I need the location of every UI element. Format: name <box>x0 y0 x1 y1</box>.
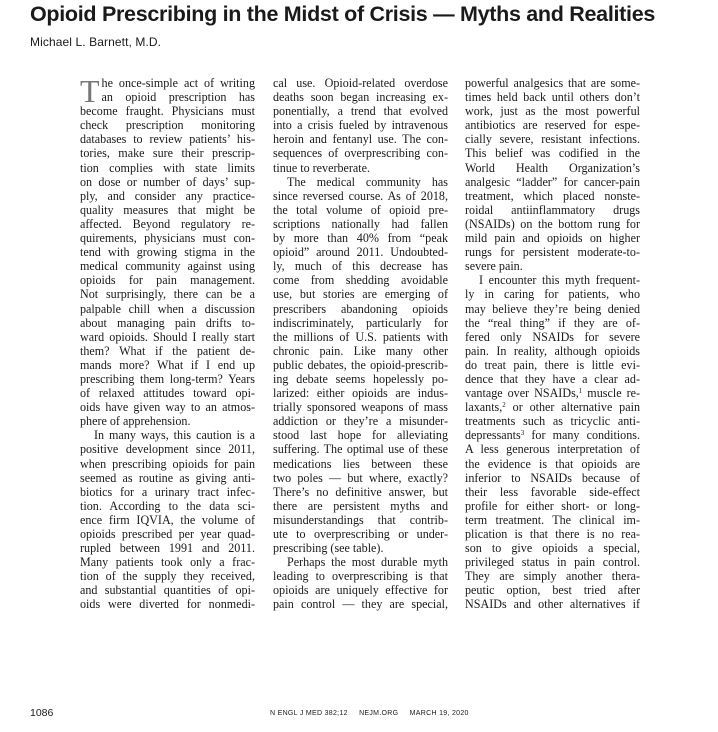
text-line: plication is that there is no rea- <box>465 527 640 541</box>
text-line: son to give opioids a special, <box>465 541 640 556</box>
text-line: quirements, physicians must con- <box>80 231 255 246</box>
text-line: phere of apprehension. <box>80 414 191 429</box>
author-byline: Michael L. Barnett, M.D. <box>30 35 162 49</box>
text-line: oids were diverted for nonmedi- <box>80 597 255 612</box>
text-line: World Health Organization’s <box>465 160 640 175</box>
text-fragment: or other alternative pain <box>505 400 640 415</box>
text-line: ply, and consider any practice- <box>80 188 255 203</box>
text-line: addiction or they’re a misunder- <box>273 414 448 429</box>
page-number: 1086 <box>30 707 54 719</box>
text-line: Perhaps the most durable myth <box>287 555 448 570</box>
text-line: the evidence is that opioids are <box>465 456 640 471</box>
text-line: NSAIDs and other alternatives if <box>465 597 640 612</box>
text-line: larized: either opioids are indus- <box>273 386 448 401</box>
text-line: by more than 40% from “peak <box>273 231 448 246</box>
journal-citation <box>270 710 478 717</box>
text-line: suffering. The optimal use of these <box>273 442 448 457</box>
text-line: fered only NSAIDs for severe <box>465 329 640 344</box>
text-line: opioid” around 2011. Undoubted- <box>273 245 448 260</box>
text-line: powerful analgesics that are some- <box>465 76 640 90</box>
article-title: Opioid Prescribing in the Midst of Crisis — Myths and Realities <box>30 2 656 26</box>
text-line: check prescription monitoring <box>80 118 255 133</box>
text-fragment: depressants <box>465 428 521 443</box>
text-line: their less favorable side-effect <box>465 484 640 499</box>
footnote-ref-3: 3 <box>520 429 525 438</box>
text-line: them? What if the patient de- <box>80 343 255 358</box>
text-line: do treat pain, there is little evi- <box>465 357 640 372</box>
text-line: misunderstandings that contrib- <box>273 512 448 527</box>
text-line: indiscriminately, particularly for <box>273 315 448 330</box>
text-line: on dose or number of days’ sup- <box>80 174 255 189</box>
text-line: pain. In reality, although opioids <box>465 343 640 358</box>
text-line: ing debate seems hopelessly po- <box>273 371 448 386</box>
text-line: peutic option, best tried after <box>465 583 640 598</box>
footnote-ref-2: 2 <box>502 401 506 410</box>
text-line: cal use. Opioid-related overdose <box>273 76 448 90</box>
text-line: privileged status in pain control. <box>465 555 640 570</box>
text-line: sequences of overprescribing con- <box>273 146 448 161</box>
text-line: I encounter this myth frequent- <box>479 273 640 288</box>
text-line: prescribing them long-term? Years <box>80 371 255 386</box>
text-line: medical community against using <box>80 259 255 274</box>
text-line: tories, make sure their prescrip- <box>80 146 255 161</box>
text-line: tinue to reverberate. <box>273 160 371 175</box>
text-column-2 <box>273 76 448 612</box>
text-line: there are persistent myths and <box>273 498 448 513</box>
text-fragment: vantage over NSAIDs, <box>465 386 579 401</box>
text-line: into a crisis fueled by intravenous <box>273 118 448 133</box>
text-line: ute to overprescribing or under- <box>273 527 448 541</box>
text-line: roidal antiinflammatory drugs <box>465 202 640 217</box>
text-line: the millions of U.S. patients with <box>273 329 448 344</box>
text-line: term treatment. The clinical im- <box>465 512 640 527</box>
text-line: chronic pain. Like many other <box>273 343 448 358</box>
text-line: oids have given way to an atmos- <box>80 400 255 415</box>
text-line: work, just as the most powerful <box>465 104 640 119</box>
text-line: medications lies between these <box>273 456 448 471</box>
text-line: The medical community has <box>287 174 448 189</box>
text-line: profile for either short- or long- <box>465 498 640 513</box>
text-line: In many ways, this caution is a <box>94 428 255 443</box>
text-line: about managing pain drifts to- <box>80 315 255 330</box>
text-line: positive development since 2011, <box>80 442 255 457</box>
journal-issue: N ENGL J MED 382;12 <box>270 710 348 717</box>
text-line: (NSAIDs) on the bottom rung for <box>465 216 640 231</box>
text-fragment: for many conditions. <box>524 428 640 443</box>
text-line: ponentially, a trend that evolved <box>273 104 448 119</box>
text-line: public debates, the opioid-prescrib- <box>273 357 448 372</box>
text-line: cially severe, resistant infections. <box>465 132 640 147</box>
text-line: stood last hope for alleviating <box>273 428 448 443</box>
text-line: mild pain and opioids on higher <box>465 231 640 246</box>
text-line: he once-simple act of writing <box>101 76 255 90</box>
text-line <box>465 386 640 400</box>
text-line: of relaxed attitudes toward opi- <box>80 386 255 401</box>
text-line: pain control — they are special, <box>273 597 448 612</box>
text-line: prescribers abandoning opioids <box>273 301 448 316</box>
text-line: may believe they’re being denied <box>465 301 640 316</box>
text-line: heroin and fentanyl use. The con- <box>273 132 448 147</box>
journal-site: NEJM.ORG <box>359 710 399 717</box>
text-line: biotics for a urinary tract infec- <box>80 484 255 499</box>
text-line: when prescribing opioids for pain <box>80 456 255 471</box>
text-line: There’s no definitive answer, but <box>273 484 448 499</box>
text-line: treatment, which placed nonste- <box>465 188 640 203</box>
text-line: since reversed course. As of 2018, <box>273 188 448 203</box>
text-line: This belief was codified in the <box>465 146 640 161</box>
text-line: prescribing (see table). <box>273 541 384 556</box>
text-line: deaths soon began increasing ex- <box>273 90 448 105</box>
text-line: rupled between 1991 and 2011. <box>80 541 255 556</box>
text-line: treatments such as tricyclic anti- <box>465 414 640 429</box>
text-line <box>465 400 640 414</box>
text-line: times held back until others don’t <box>465 90 640 105</box>
text-line: Many patients took only a frac- <box>80 555 255 570</box>
text-line: rungs for persistent moderate-to- <box>465 245 640 260</box>
text-line: come from shedding avoidable <box>273 273 448 288</box>
text-line: opioids for pain management. <box>80 273 255 288</box>
text-fragment: laxants, <box>465 400 503 415</box>
text-line: quality measures that might be <box>80 202 255 217</box>
text-line: tend with growing stigma in the <box>80 245 255 260</box>
text-column-3 <box>465 76 640 612</box>
text-line: databases to review patients’ his- <box>80 132 255 147</box>
text-line: two poles — but where, exactly? <box>273 470 448 485</box>
text-line: tion. According to the data sci- <box>80 498 255 513</box>
text-line: ence firm IQVIA, the volume of <box>80 512 255 527</box>
text-line: ly in caring for patients, who <box>465 287 640 302</box>
text-line: tion complies with state limits <box>80 160 255 175</box>
text-line: inferior to NSAIDs because of <box>465 470 640 485</box>
text-line: the total volume of opioid pre- <box>273 202 448 217</box>
drop-cap: T <box>80 73 100 109</box>
text-line: tion of the supply they received, <box>80 569 255 584</box>
text-line: seemed as routine as giving anti- <box>80 470 255 485</box>
text-line <box>465 428 640 442</box>
text-line: opioids prescribed per year quad- <box>80 527 255 541</box>
text-line: use, but stories are emerging of <box>273 287 448 302</box>
text-line: become fraught. Physicians must <box>80 104 255 119</box>
text-line: and substantial quantities of opi- <box>80 583 255 598</box>
text-fragment: muscle re- <box>582 386 640 401</box>
text-line: ward opioids. Should I really start <box>80 329 255 344</box>
text-line: analgesic “ladder” for cancer-pain <box>465 174 640 189</box>
text-line: palpable chill when a discussion <box>80 301 255 316</box>
text-column-1 <box>80 73 255 612</box>
text-line: trially sponsored weapons of mass <box>273 400 448 415</box>
footnote-ref-1: 1 <box>578 387 583 396</box>
text-line: They are simply another thera- <box>465 569 640 584</box>
text-line: an opioid prescription has <box>101 90 255 105</box>
text-line: the “real thing” if they are of- <box>465 315 640 330</box>
text-line: severe pain. <box>465 259 523 274</box>
text-line: scriptions nationally had fallen <box>273 216 448 231</box>
text-line: affected. Beyond regulatory re- <box>80 216 255 231</box>
text-line: mands more? What if I end up <box>80 357 255 372</box>
text-line: dence that they have a clear ad- <box>465 371 640 386</box>
text-line: antibiotics are reserved for espe- <box>465 118 640 133</box>
text-line: ly, much of this decrease has <box>273 259 448 274</box>
journal-date: MARCH 19, 2020 <box>409 710 469 717</box>
text-line: A less generous interpretation of <box>465 442 640 457</box>
text-line: leading to overprescribing is that <box>273 569 448 584</box>
text-line: opioids are uniquely effective for <box>273 583 448 598</box>
text-line: Not surprisingly, there can be a <box>80 287 255 302</box>
